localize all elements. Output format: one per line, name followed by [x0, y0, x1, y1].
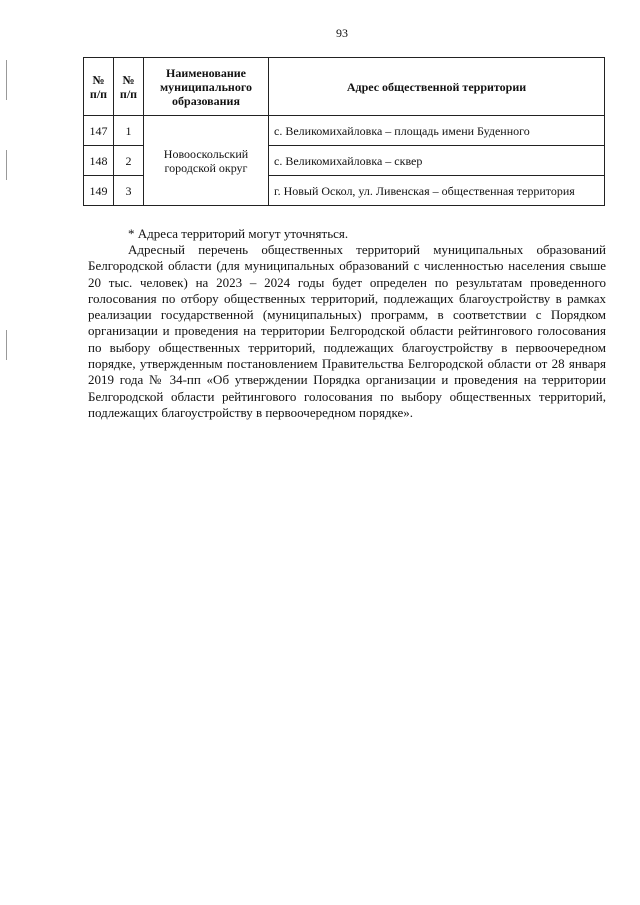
municipality-cell: Новооскольский городской округ: [144, 116, 269, 206]
row-number: 147: [84, 116, 114, 146]
address-cell: г. Новый Оскол, ул. Ливенская – общественная территория: [269, 176, 605, 206]
scan-artifact: [6, 330, 7, 360]
header-number: № п/п: [84, 58, 114, 116]
table-row: [84, 116, 605, 146]
row-number: 148: [84, 146, 114, 176]
row-number: 149: [84, 176, 114, 206]
territory-table: [83, 57, 605, 206]
header-sub-number: № п/п: [114, 58, 144, 116]
table-header-row: [84, 58, 605, 116]
row-sub-number: 2: [114, 146, 144, 176]
page-number: 93: [336, 26, 348, 40]
header-municipality: Наименование муниципального образования: [144, 58, 269, 116]
footnote: * Адреса территорий могут уточняться.: [128, 226, 349, 241]
row-sub-number: 1: [114, 116, 144, 146]
address-cell: с. Великомихайловка – площадь имени Буденного: [269, 116, 605, 146]
address-cell: с. Великомихайловка – сквер: [269, 146, 605, 176]
scan-artifact: [6, 150, 7, 180]
header-address: Адрес общественной территории: [269, 58, 605, 116]
scan-artifact: [6, 60, 7, 100]
body-paragraph: Адресный перечень общественных территорий муниципальных образований Белгородской области (для муниципальных образований с численностью населения свыше 20 тыс. человек) на 2023 – 2024 годы будет определен по результатам проведенного голосования по отбору общественных территорий, подлежащих благоустройству в рамках реализации государственной (муниципальных) программ, в соответствии с Порядком организации и проведения на территории Белгородской области рейтингового голосования по выбору общественных территорий, подлежащих благоустройству в первоочередном порядке, утвержденным постановлением Правительства Белгородской области от 28 января 2019 года № 34-пп «Об утверждении Порядка организации и проведения на территории Белгородской области рейтингового голосования по выбору общественных территорий, подлежащих благоустройству в первоочередном порядке».: [88, 242, 606, 420]
row-sub-number: 3: [114, 176, 144, 206]
